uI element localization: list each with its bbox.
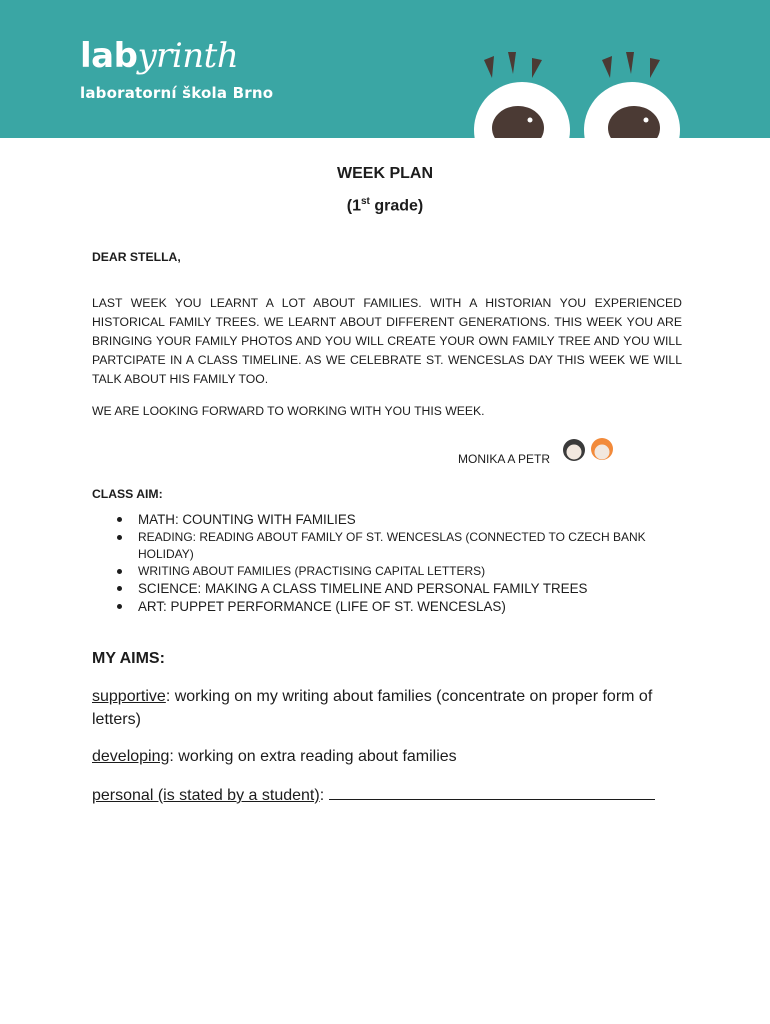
logo-main: lab xyxy=(80,36,138,76)
list-item: MATH: COUNTING WITH FAMILIES xyxy=(138,511,682,529)
list-item: ART: PUPPET PERFORMANCE (LIFE OF ST. WENCESLAS) xyxy=(138,598,682,616)
intro-paragraph: LAST WEEK YOU LEARNT A LOT ABOUT FAMILIES. WITH A HISTORIAN YOU EXPERIENCED HISTORICAL FAMILY TREES. WE LEARNT ABOUT DIFFERENT GENERATIONS. THIS WEEK YOU ARE BRINGING YOUR FAMILY PHOTOS AND YOU WILL CREATE YOUR OWN FAMILY TREE AND YOU WILL PARTCIPATE IN A CLASS TIMELINE. AS WE CELEBRATE ST. WENCESLAS DAY THIS WEEK WE WILL TALK ABOUT HIS FAMILY TOO. xyxy=(92,296,682,386)
supportive-text: : working on my writing about families (concentrate on proper form of letters) xyxy=(92,688,653,728)
list-item: READING: READING ABOUT FAMILY OF ST. WENCESLAS (CONNECTED TO CZECH BANK HOLIDAY) xyxy=(138,529,682,563)
my-aims-heading: MY AIMS: xyxy=(92,650,165,667)
logo-italic: yrinth xyxy=(137,36,239,76)
teachers-faces-icon xyxy=(560,436,620,464)
developing-text: : working on extra reading about families xyxy=(169,748,457,765)
title-line1: WEEK PLAN xyxy=(337,165,433,182)
logo-wordmark xyxy=(80,36,273,76)
class-aim-heading: CLASS AIM: xyxy=(92,487,163,501)
personal-colon: : xyxy=(319,787,329,804)
developing-label: developing xyxy=(92,748,170,765)
page-title xyxy=(0,160,770,220)
signature: MONIKA A PETR xyxy=(458,452,551,466)
supportive-aim xyxy=(92,685,692,731)
list-item: SCIENCE: MAKING A CLASS TIMELINE AND PERSONAL FAMILY TREES xyxy=(138,580,682,598)
class-aim-list xyxy=(92,511,682,616)
personal-aim-blank-field[interactable] xyxy=(329,785,655,800)
list-item: WRITING ABOUT FAMILIES (PRACTISING CAPITAL LETTERS) xyxy=(138,563,682,580)
developing-aim xyxy=(92,745,692,768)
supportive-label: supportive xyxy=(92,688,166,705)
header-banner xyxy=(0,0,770,138)
title-line2: (1st grade) xyxy=(346,196,424,215)
eyes-illustration-icon xyxy=(470,0,690,138)
personal-label: personal (is stated by a student) xyxy=(92,787,320,804)
closing-paragraph: WE ARE LOOKING FORWARD TO WORKING WITH YOU THIS WEEK. xyxy=(92,404,485,418)
logo-subtitle: laboratorní škola Brno xyxy=(80,84,274,102)
personal-aim xyxy=(92,784,692,807)
greeting: DEAR STELLA, xyxy=(92,250,181,264)
class-aim-section xyxy=(92,511,682,616)
labyrinth-logo xyxy=(80,36,273,102)
